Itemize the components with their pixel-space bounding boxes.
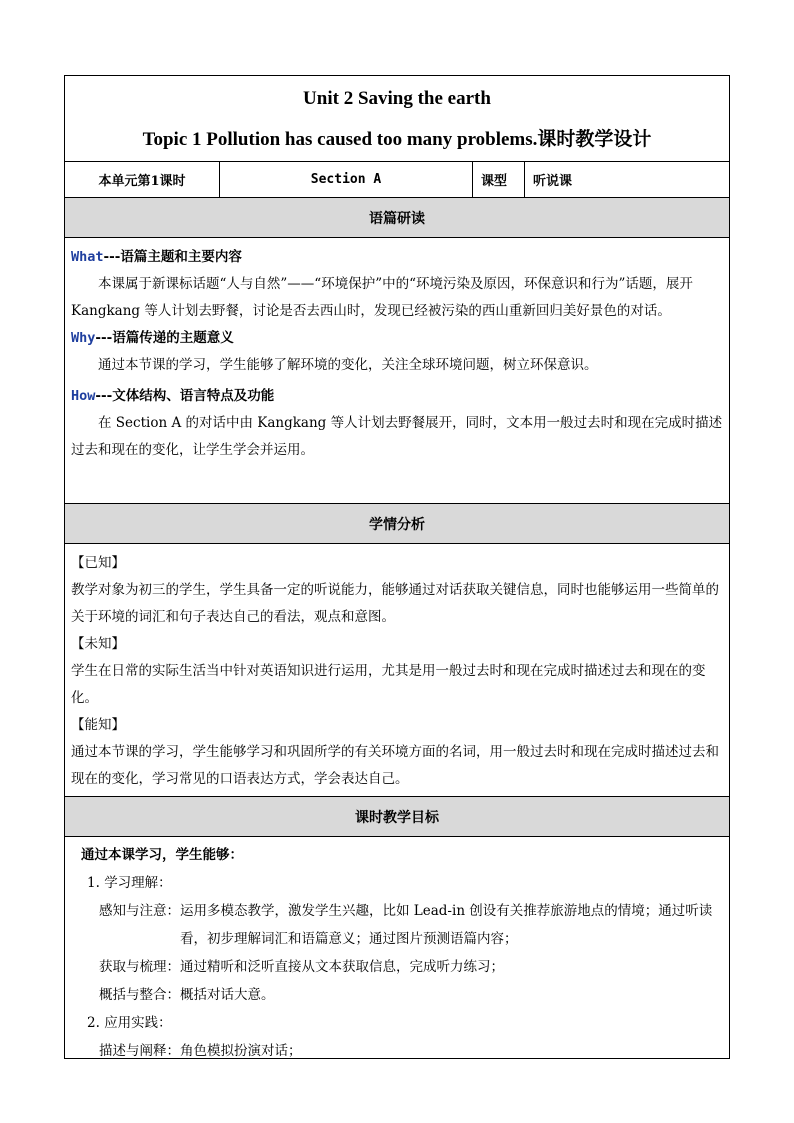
unknown-label: 【未知】 [71,636,125,652]
unit-title: Unit 2 Saving the earth [303,88,491,109]
learner-analysis-header: 学情分析 [65,504,729,544]
goal-perceive [81,897,723,953]
goals-intro: 通过本课学习，学生能够： [81,847,243,863]
what-heading [71,244,723,271]
type-value: 听说课 [533,174,573,189]
goal-summarize [81,981,723,1009]
how-label: ---文体结构、语言特点及功能 [95,388,275,404]
how-heading [71,383,723,410]
goal-obtain-text: 通过精听和泛听直接从文本获取信息，完成听力练习； [180,959,504,975]
goal-summarize-text: 概括对话大意。 [180,987,275,1003]
lesson-plan-table [64,75,730,1059]
goal-obtain-label: 获取与梳理： [99,959,180,975]
known-text: 教学对象为初三的学生，学生具备一定的听说能力，能够通过对话获取关键信息，同时也能够运用一些简单的关于环境的词汇和句子表达自己的看法，观点和意图。 [71,582,719,625]
why-label: ---语篇传递的主题意义 [95,330,234,346]
section-name: Section A [220,162,473,197]
why-keyword: Why [71,330,96,346]
goal-item-2-title: 应用实践： [104,1015,172,1031]
goal-perceive-text: 运用多模态教学，激发学生兴趣，比如 Lead-in 创设有关推荐旅游地点的情境；通过听读看，初步理解词汇和语篇意义；通过图片预测语篇内容； [180,903,713,947]
how-keyword: How [71,388,96,404]
goal-item-1-number: 1. [87,875,100,891]
how-text: 在 Section A 的对话中由 Kangkang 等人计划去野餐展开，同时，文本用一般过去时和现在完成时描述过去和现在的变化，让学生学会并运用。 [71,415,723,458]
goal-summarize-label: 概括与整合： [99,987,180,1003]
goal-describe-text: 角色模拟扮演对话； [180,1043,302,1059]
goal-describe [81,1037,723,1059]
goal-perceive-label: 感知与注意： [99,903,180,919]
topic-title: Topic 1 Pollution has caused too many problems.课时教学设计 [142,129,652,150]
what-keyword: What [71,249,104,265]
goal-item-1-title: 学习理解： [104,875,172,891]
lesson-number: 本单元第1课时 [65,162,220,197]
what-label: ---语篇主题和主要内容 [103,249,242,265]
text-study-header: 语篇研读 [65,198,729,238]
goal-describe-label: 描述与阐释： [99,1043,180,1059]
unknown-text: 学生在日常的实际生活当中针对英语知识进行运用，尤其是用一般过去时和现在完成时描述过去和现在的变化。 [71,663,706,706]
goals-content [65,837,729,1059]
ability-text: 通过本节课的学习，学生能够学习和巩固所学的有关环境方面的名词，用一般过去时和现在完成时描述过去和现在的变化，学习常见的口语表达方式，学会表达自己。 [71,744,719,787]
info-row [65,162,729,198]
known-label: 【已知】 [71,555,125,571]
what-text: 本课属于新课标话题“人与自然”——“环境保护”中的“环境污染及原因，环保意识和行为”话题，展开 Kangkang 等人计划去野餐，讨论是否去西山时，发现已经被污染的西山重新回归美好景色的对话。 [71,276,693,319]
goals-header: 课时教学目标 [65,797,729,837]
why-heading [71,325,723,352]
text-study-content [65,238,729,504]
why-text: 通过本节课的学习，学生能够了解环境的变化，关注全球环境问题，树立环保意识。 [98,357,598,373]
goal-item-2 [81,1009,723,1037]
goal-item-2-number: 2. [87,1015,100,1031]
ability-label: 【能知】 [71,717,125,733]
title-row [65,76,729,162]
goal-obtain [81,953,723,981]
type-label: 课型 [473,162,525,197]
learner-analysis-content [65,544,729,797]
goal-item-1 [81,869,723,897]
